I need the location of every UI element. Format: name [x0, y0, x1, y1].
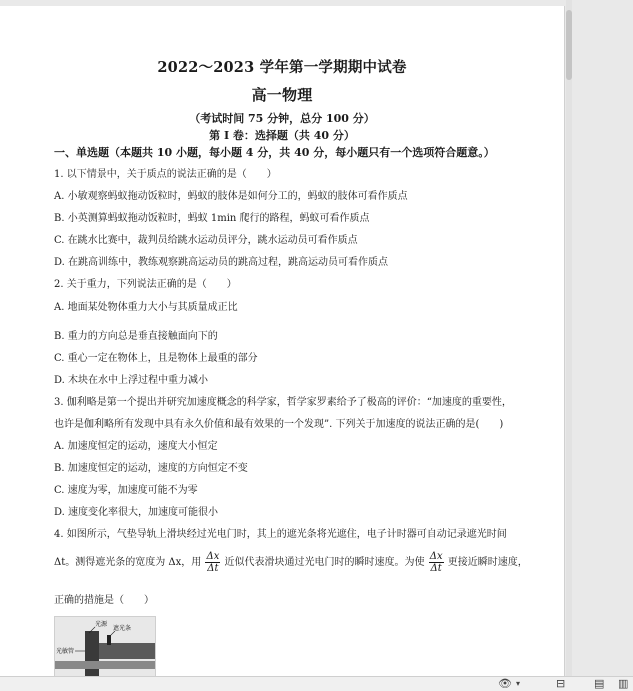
q3-option-d: D. 速度变化率很大，加速度可能很小 — [54, 507, 219, 518]
q4-stem-line2 — [54, 551, 528, 574]
q4-line2-part2: 近似代表滑块通过光电门时的瞬时速度。为使 — [224, 557, 425, 568]
air-track — [55, 661, 155, 669]
fraction-denominator-2: Δt — [430, 563, 442, 574]
q2-option-a: A. 地面某处物体重力大小与其质量成正比 — [54, 302, 238, 313]
photogate-figure — [54, 616, 156, 676]
q1-stem: 1. 以下情景中，关于质点的说法正确的是（ ） — [54, 169, 277, 180]
layout-icon[interactable]: ▥ — [618, 677, 629, 690]
status-bar — [0, 676, 633, 691]
q1-option-b: B. 小英测算蚂蚁拖动饭粒时，蚂蚁 1min 爬行的路程，蚂蚁可看作质点 — [54, 213, 370, 224]
label-photo-tube: 光敏管 — [56, 648, 75, 655]
section-header: 一、单选题（本题共 10 小题，每小题 4 分，共 40 分，每小题只有一个选项符合题意。） — [54, 146, 495, 159]
q2-stem: 2. 关于重力，下列说法正确的是（ ） — [54, 279, 237, 290]
q4-stem-line3: 正确的措施是（ ） — [54, 595, 154, 606]
document-page — [0, 6, 565, 676]
q4-stem-line1: 4. 如图所示，气垫导轨上滑块经过光电门时，其上的遮光条将光遮住，电子计时器可自动记录遮光时间 — [54, 529, 507, 540]
chevron-down-icon[interactable]: ▾ — [516, 679, 521, 688]
part-title: 第 I 卷：选择题（共 40 分） — [209, 129, 355, 142]
fraction-numerator-2: Δx — [429, 551, 443, 562]
page-view-icon[interactable]: ▤ — [594, 677, 605, 690]
label-shade-strip: 遮光条 — [113, 625, 132, 632]
photogate-illustration — [55, 617, 155, 676]
shade-strip — [107, 635, 111, 645]
velocity-fraction-2 — [429, 551, 444, 574]
glider — [99, 643, 155, 659]
vertical-scrollbar[interactable] — [566, 0, 572, 676]
q1-option-a: A. 小敏观察蚂蚁拖动饭粒时，蚂蚁的肢体是如何分工的，蚂蚁的肢体可看作质点 — [54, 191, 408, 202]
q3-option-a: A. 加速度恒定的运动，速度大小恒定 — [54, 441, 218, 452]
scrollbar-thumb[interactable] — [566, 10, 572, 80]
label-light-source: 光源 — [95, 621, 108, 628]
fraction-denominator: Δt — [207, 563, 219, 574]
q1-option-d: D. 在跳高训练中，教练观察跳高运动员的跳高过程，跳高运动员可看作质点 — [54, 257, 389, 268]
q3-stem-line1: 3. 伽利略是第一个提出并研究加速度概念的科学家，哲学家罗素给予了极高的评价：“加速度的重要性， — [54, 397, 512, 408]
velocity-fraction — [205, 551, 220, 574]
q3-option-c: C. 速度为零，加速度可能不为零 — [54, 485, 198, 496]
q2-option-b: B. 重力的方向总是垂直接触面向下的 — [54, 331, 218, 342]
eye-icon[interactable]: 👁 — [498, 677, 512, 690]
fraction-numerator: Δx — [206, 551, 220, 562]
q1-option-c: C. 在跳水比赛中，裁判员给跳水运动员评分，跳水运动员可看作质点 — [54, 235, 358, 246]
exam-title: 2022～2023 学年第一学期期中试卷 — [157, 59, 407, 76]
q4-line2-part3: 更接近瞬时速度， — [447, 557, 528, 568]
q2-option-d: D. 木块在水中上浮过程中重力减小 — [54, 375, 209, 386]
exam-info: （考试时间 75 分钟，总分 100 分） — [189, 112, 375, 125]
q2-option-c: C. 重心一定在物体上，且是物体上最重的部分 — [54, 353, 258, 364]
split-view-icon[interactable]: ⊟ — [556, 677, 566, 690]
subject-title: 高一物理 — [251, 86, 313, 104]
photogate-body — [85, 631, 99, 676]
q3-stem-line2: 也许是伽利略所有发现中具有永久价值和最有效果的一个发现”. 下列关于加速度的说法正确的是( ) — [54, 419, 504, 430]
q3-option-b: B. 加速度恒定的运动，速度的方向恒定不变 — [54, 463, 248, 474]
q4-line2-part1: Δt。测得遮光条的宽度为 Δx，用 — [54, 557, 202, 568]
